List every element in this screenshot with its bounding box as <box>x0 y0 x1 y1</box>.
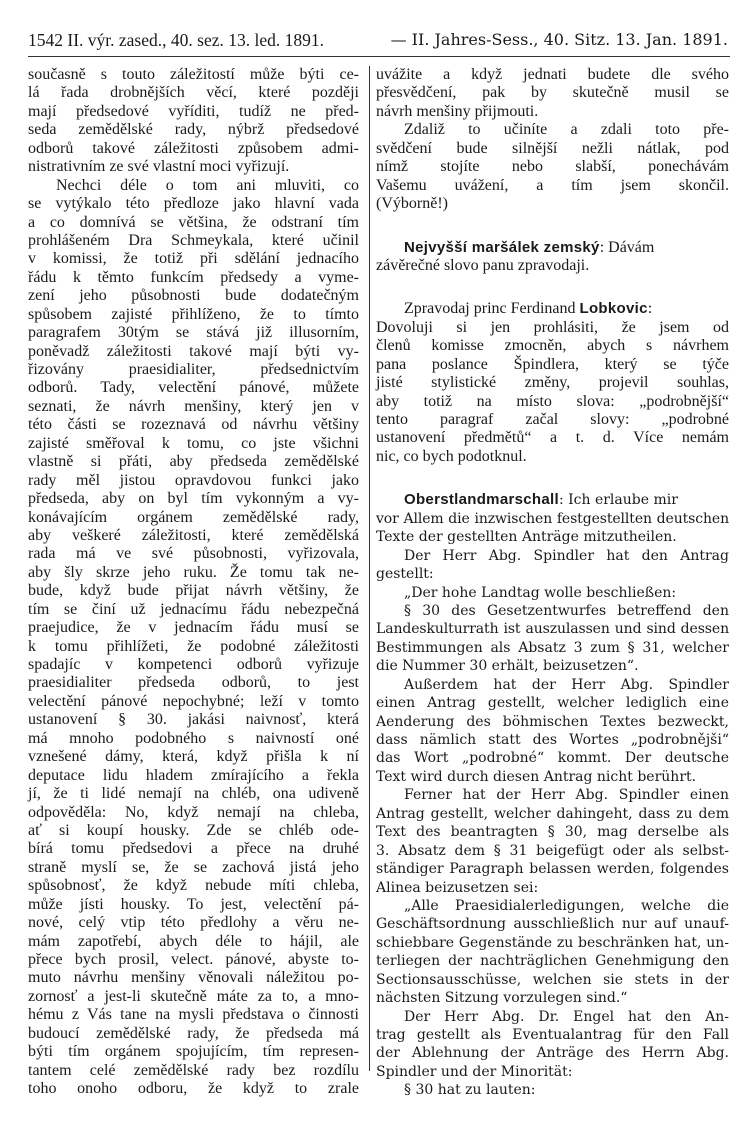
text-line <box>376 411 729 429</box>
text-line <box>376 989 729 1007</box>
line-text: vor Allem die inzwischen festgestellten deutschen <box>376 510 729 527</box>
paragraph <box>28 177 359 1099</box>
line-text: einen Antrag gestellt, welcher lediglich eine <box>376 695 729 712</box>
text-line <box>28 66 359 84</box>
line-text: spůsobnosť, že když nebude míti chleba, <box>28 877 359 895</box>
line-text: der Ablehnung der Anträge des Herrn Abg. <box>376 1045 729 1062</box>
text-line <box>28 693 359 711</box>
text-line <box>28 140 359 158</box>
line-text: má mnoho podobného s naivností oné <box>28 729 359 747</box>
line-text: velectění pánové nepochybné; leží v tomto <box>28 692 359 710</box>
line-text: členů komisse zmocněn, abych s návrhem <box>376 337 729 355</box>
line-text: schiebbare Gegenstände zu beschränken hat, un- <box>376 934 729 951</box>
text-line <box>28 287 359 305</box>
line-text: zornosť a jest-li skutečně máte za to, a mno- <box>28 987 359 1005</box>
text-line <box>28 822 359 840</box>
text-line <box>28 767 359 785</box>
line-text: současně s touto záležitostí může býti ce- <box>28 66 359 83</box>
text-line <box>28 453 359 471</box>
line-text: das Wort „podrobné“ kommt. Der deutsche <box>376 750 729 767</box>
text-line <box>376 429 729 447</box>
paragraph <box>376 602 729 676</box>
line-text: návrh menšiny přijmouti. <box>376 102 539 120</box>
text-line <box>28 638 359 656</box>
line-text: nové, celý vtip této předlohy a věru ne- <box>28 914 359 932</box>
paragraph <box>376 547 729 584</box>
text-line <box>376 805 729 823</box>
line-text: spůsobem zajisté přihlíženo, že to tímto <box>28 305 359 323</box>
line-text: ustanovení § 30. jakási naivnosť, která <box>28 711 359 729</box>
line-text: nímž stojíte nebo slabší, ponechávám <box>376 158 729 176</box>
line-text: seznati, že návrh menšiny, který jen v <box>28 397 359 415</box>
text-line <box>376 140 729 158</box>
text-line <box>28 711 359 729</box>
line-text: vznešené dámy, která, když přišla k ní <box>28 748 359 766</box>
text-line <box>376 639 729 657</box>
line-text: v komissi, že totiž při sdělání jednacího <box>28 250 359 268</box>
text-line <box>28 804 359 822</box>
line-text: aby šly skrze jeho ruku. Že tomu tak ne- <box>28 563 359 581</box>
line-text: odpověděla: No, když nemají na chleba, <box>28 803 359 821</box>
line-text: prohlášeném Dra Schmeykala, které učinil <box>28 231 359 249</box>
right-column <box>376 66 729 1100</box>
line-text: praejudice, že v jednacím řádu musí se <box>28 619 359 637</box>
text-line <box>28 84 359 102</box>
line-text: praesidialiter předseda odborů, to jest <box>28 674 359 692</box>
text-line <box>376 66 729 84</box>
text-line <box>376 676 729 694</box>
line-text: tím se činí už jednacímu řádu nebezpečná <box>28 600 359 618</box>
paragraph <box>376 66 729 121</box>
speaker-name: Nejvyšší maršálek zemský <box>404 238 600 256</box>
text-line <box>28 527 359 545</box>
text-line <box>28 379 359 397</box>
line-text: zajisté směřoval k tomu, co jste všichni <box>28 434 359 452</box>
line-text: terliegen der nachträglichen Genehmigung den <box>376 953 729 970</box>
left-column <box>28 66 359 1099</box>
text-line <box>28 472 359 490</box>
text-line <box>28 361 359 379</box>
line-text: a co domnívá se většina, že odstraní tím <box>28 213 359 231</box>
line-text: paragrafem 30tým se stává již illusorním, <box>28 324 359 342</box>
line-text: rada má ve své působnosti, vyřizovala, <box>28 545 359 563</box>
text-line <box>376 786 729 804</box>
line-text: Außerdem hat der Herr Abg. Spindler <box>404 676 729 693</box>
text-line <box>28 214 359 232</box>
text-line <box>376 731 729 749</box>
text-line <box>28 969 359 987</box>
paragraph-gap <box>376 275 729 300</box>
text-line <box>376 879 729 897</box>
text-line <box>28 748 359 766</box>
line-text: mají předsedové vyříditi, tudíž ne před- <box>28 102 359 120</box>
header-rule <box>28 56 730 57</box>
text-line <box>28 509 359 527</box>
text-line <box>376 584 729 602</box>
line-text: deputace lidu hladem zmírajícího a řekla <box>28 766 359 784</box>
text-line <box>28 730 359 748</box>
line-text: Zdaliž to učiníte a zdali toto pře- <box>404 121 729 139</box>
header-german: — II. Jahres-Sess., 40. Sitz. 13. Jan. 1891. <box>390 30 728 49</box>
line-text: seda zemědělské rady, nýbrž předsedové <box>28 121 359 139</box>
line-text: Antrag gestellt, welcher dahingeht, dass zu dem <box>376 805 729 822</box>
line-text: tento paragraf začal slovy: „podrobné <box>376 411 729 428</box>
line-text: toho onoho odboru, že když to zrale <box>28 1080 359 1098</box>
line-text: Spindler und der Minorität: <box>376 1063 573 1080</box>
line-text: svědčení bude silnější nežli nátlak, pod <box>376 139 729 157</box>
line-text: § 30 hat zu lauten: <box>404 1082 536 1099</box>
text-line <box>28 582 359 600</box>
line-text: odborů takové záležitosti způsobem admi- <box>28 139 359 157</box>
text-line <box>28 656 359 674</box>
text-line <box>28 195 359 213</box>
text-line <box>28 840 359 858</box>
text-line <box>376 842 729 860</box>
line-text: jí, že ti lidé nemají na chléb, ona udiveně <box>28 785 359 803</box>
line-text: budoucí zemědělské rady, že předseda má <box>28 1024 359 1042</box>
text-line <box>28 324 359 342</box>
speaker-name: Oberstlandmarschall <box>404 491 559 509</box>
text-line <box>376 547 729 565</box>
paragraph-gap <box>376 214 729 239</box>
text-line <box>376 300 729 318</box>
line-text: Vašemu uvážení, a tím jsem skončil. <box>376 176 729 194</box>
line-text: Der Herr Abg. Spindler hat den Antrag <box>404 547 729 564</box>
text-line <box>28 785 359 803</box>
line-text: : Dávám <box>599 238 655 256</box>
text-line <box>28 306 359 324</box>
paragraph <box>376 1008 729 1082</box>
text-line <box>376 713 729 731</box>
line-text: hému z Vás tane na mysli představa o činnosti <box>28 1006 359 1024</box>
text-line <box>376 195 729 213</box>
text-line <box>376 897 729 915</box>
text-line <box>28 896 359 914</box>
line-text: závěrečné slovo panu zpravodaji. <box>376 256 590 274</box>
line-text: 3. Absatz dem § 31 beigefügt oder als selbst- <box>376 842 729 859</box>
text-line <box>376 602 729 620</box>
header-czech: 1542 II. výr. zased., 40. sez. 13. led. 1891. <box>28 30 324 50</box>
line-text: aby veškeré záležitosti, které zemědělská <box>28 526 359 544</box>
text-line <box>28 490 359 508</box>
text-line <box>376 1063 729 1081</box>
line-text: dass nämlich statt des Wortes „podrobnějši“ <box>376 732 729 748</box>
paragraph <box>376 584 729 602</box>
line-text: spadajíc v kompetenci odborů vyřizuje <box>28 656 359 673</box>
line-text: muto návrhu menšiny věnovali náležitou po- <box>28 969 359 987</box>
line-text: této části se rozeznavá od návrhu většiny <box>28 416 359 434</box>
line-text: ať si koupí housky. Zde se chléb ode- <box>28 821 359 839</box>
line-text: „Der hohe Landtag wolle beschließen: <box>404 584 677 601</box>
text-line <box>376 565 729 583</box>
line-text: straně myslí se, že se zachová jistá jeho <box>28 858 359 876</box>
line-text: Bestimmungen als Absatz 3 zum § 31, welcher <box>376 639 729 656</box>
text-line <box>376 239 729 257</box>
line-text: Dovoluji si jen prohlásiti, že jsem od <box>376 318 729 336</box>
text-line <box>376 319 729 337</box>
paragraph <box>376 676 729 787</box>
paragraph <box>376 897 729 1008</box>
line-text: Text wird durch diesen Antrag nicht berührt. <box>376 768 697 785</box>
speech-paragraph <box>376 239 729 276</box>
text-line <box>28 343 359 361</box>
page-header <box>28 30 728 54</box>
text-line <box>376 934 729 952</box>
line-text: přesvědčení, pak by skutečně musil se <box>376 84 729 102</box>
line-text: řizovány praesidialiter, předsednictvím <box>28 361 359 378</box>
line-text: : Ich erlaube mir <box>558 492 678 509</box>
speech-paragraph <box>376 491 729 546</box>
line-text: die Nummer 30 erhält, beizusetzen“. <box>376 658 639 675</box>
line-text: odborů. Tady, velectění pánové, můžete <box>28 379 359 397</box>
text-line <box>376 158 729 176</box>
text-line <box>28 177 359 195</box>
paragraph-gap <box>376 466 729 491</box>
line-text: jisté stylistické změny, projevil souhlas, <box>376 374 729 392</box>
text-line <box>376 971 729 989</box>
line-text: lá řada drobnějších věcí, které později <box>28 84 359 102</box>
text-line <box>28 877 359 895</box>
text-line <box>376 356 729 374</box>
text-line <box>28 601 359 619</box>
line-text: uvážite a když jednati budete dle svého <box>376 66 729 83</box>
line-text: nächsten Sitzung vorzulegen sind.“ <box>376 990 628 1007</box>
line-text: mám zapotřebí, abych déle to hájil, ale <box>28 932 359 950</box>
text-line <box>28 1025 359 1043</box>
text-line <box>28 232 359 250</box>
line-text: trag gestellt als Eventualantrag für den Fall <box>376 1027 729 1043</box>
text-line <box>28 103 359 121</box>
text-line <box>376 177 729 195</box>
text-line <box>28 121 359 139</box>
line-text: Alinea beizusetzen sei: <box>376 879 539 896</box>
text-line <box>376 620 729 638</box>
text-line <box>376 952 729 970</box>
line-text: : <box>647 300 653 318</box>
text-line <box>376 448 729 466</box>
line-text: může jísti housky. To jest, velectění pá- <box>28 895 359 913</box>
text-line <box>376 1044 729 1062</box>
paragraph <box>28 66 359 177</box>
text-line <box>28 250 359 268</box>
text-line <box>376 103 729 121</box>
line-text: nic, co bych podotknul. <box>376 447 527 465</box>
line-text: býti tím orgánem spojujícím, tím represen- <box>28 1043 359 1061</box>
line-text: nistrativním ze své vlastní moci vyřizují. <box>28 158 290 176</box>
line-text: ständiger Paragraph belassen werden, folgendes <box>376 861 729 878</box>
text-line <box>376 491 729 509</box>
text-line <box>28 951 359 969</box>
text-line <box>28 1062 359 1080</box>
text-line <box>376 768 729 786</box>
paragraph <box>376 786 729 897</box>
text-line <box>376 337 729 355</box>
text-line <box>28 416 359 434</box>
line-text: Text des beantragten § 30, mag derselbe als <box>376 824 729 841</box>
text-line <box>376 860 729 878</box>
text-line <box>28 914 359 932</box>
text-line <box>28 619 359 637</box>
text-line <box>376 528 729 546</box>
line-text: (Výborně!) <box>376 195 448 213</box>
text-line <box>376 657 729 675</box>
paragraph <box>376 1081 729 1099</box>
line-text: Landeskulturrath ist auszulassen und sind dessen <box>376 621 729 638</box>
column-divider <box>369 66 370 1071</box>
line-text: vlastně si přáti, aby předseda zemědělské <box>28 453 359 471</box>
text-line <box>376 1026 729 1044</box>
line-text: zení jeho působnosti bude dodatečným <box>28 287 359 305</box>
text-line <box>376 121 729 139</box>
line-text: k tomu přihlížeti, že podobné záležitosti <box>28 637 359 655</box>
text-line <box>376 374 729 392</box>
line-text: řádu k těmto funkcím předsedy a vyme- <box>28 268 359 286</box>
line-text: se vytýkalo této předloze jako hlavní vada <box>28 195 359 213</box>
line-text: bírá tomu předsedovi a přece na druhé <box>28 840 359 858</box>
line-text: konávajícím orgánem zemědělské rady, <box>28 508 359 526</box>
text-line <box>376 1008 729 1026</box>
text-line <box>28 564 359 582</box>
line-text: Der Herr Abg. Dr. Engel hat den An- <box>404 1008 729 1025</box>
line-text: Ferner hat der Herr Abg. Spindler einen <box>404 787 729 804</box>
text-line <box>376 915 729 933</box>
text-line <box>376 1081 729 1099</box>
text-line <box>28 988 359 1006</box>
text-line <box>28 674 359 692</box>
text-line <box>376 823 729 841</box>
line-text: rady měl jistou opravdovou funkci jako <box>28 471 359 489</box>
line-text: „Alle Praesidialerledigungen, welche die <box>404 897 729 914</box>
text-line <box>376 257 729 275</box>
line-text: § 30 des Gesetzentwurfes betreffend den <box>404 602 729 619</box>
line-text: tantem celé zemědělské rady bez rozdílu <box>28 1061 359 1079</box>
text-line <box>28 1080 359 1098</box>
text-line <box>376 694 729 712</box>
speech-paragraph <box>376 300 729 466</box>
speaker-title: Zpravodaj princ Ferdinand <box>404 300 580 318</box>
text-line <box>28 158 359 176</box>
line-text: ustanovení předmětů“ a t. d. Více nemám <box>376 429 729 447</box>
paragraph <box>376 121 729 213</box>
speaker-name: Lobkovic <box>579 300 648 318</box>
text-line <box>28 933 359 951</box>
text-line <box>28 435 359 453</box>
text-line <box>28 398 359 416</box>
text-line <box>376 393 729 411</box>
line-text: poněvadž záležitosti takové mají býti vy- <box>28 342 359 360</box>
text-line <box>376 749 729 767</box>
text-line <box>28 269 359 287</box>
line-text: předseda, aby on byl tím vykonným a vy- <box>28 490 359 508</box>
text-line <box>28 859 359 877</box>
text-line <box>376 510 729 528</box>
line-text: pana poslance Špindlera, který se týče <box>376 355 729 373</box>
line-text: Aenderung des böhmischen Textes bezweckt, <box>376 713 729 730</box>
text-line <box>376 84 729 102</box>
line-text: Geschäftsordnung ausschließlich nur auf unauf- <box>376 916 729 933</box>
text-line <box>28 545 359 563</box>
text-line <box>28 1006 359 1024</box>
line-text: aby totiž na místo slova: „podrobnější“ <box>376 392 729 410</box>
line-text: přece bych prosil, velect. pánové, abyste to- <box>28 951 359 968</box>
line-text: Texte der gestellten Anträge mitzutheilen. <box>376 529 677 546</box>
line-text: bude, když bude přijat návrh většiny, že <box>28 582 359 600</box>
text-line <box>28 1043 359 1061</box>
line-text: Sectionsausschüsse, welchen sie stets in der <box>376 971 729 988</box>
line-text: Nechci déle o tom ani mluviti, co <box>56 176 359 194</box>
line-text: gestellt: <box>376 566 434 583</box>
